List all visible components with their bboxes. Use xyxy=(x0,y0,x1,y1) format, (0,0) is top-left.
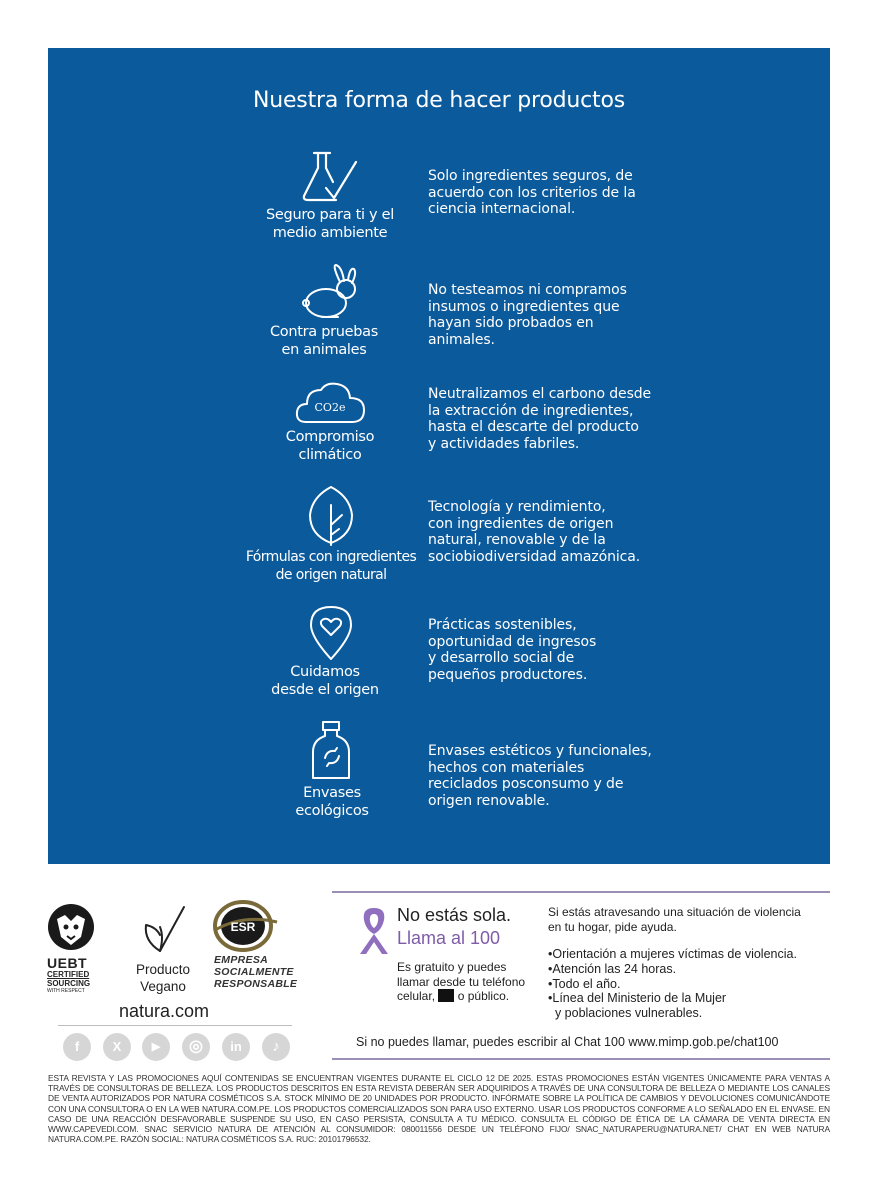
website-link[interactable]: natura.com xyxy=(119,1001,210,1021)
item-description: Envases estéticos y funcionales, hechos con materiales reciclados posconsumo y de origen renovable. xyxy=(428,743,652,809)
svg-text:ESR: ESR xyxy=(230,920,256,934)
uebt-emblem-icon xyxy=(47,903,95,951)
rabbit-icon xyxy=(302,263,360,321)
divider xyxy=(58,1025,292,1026)
uebt-sourcing: SOURCING xyxy=(47,979,91,988)
x-icon[interactable]: X xyxy=(103,1033,131,1061)
svg-text:CO2e: CO2e xyxy=(314,401,346,414)
notice-call: Llama al 100 xyxy=(397,928,501,948)
item-label: Compromiso climático xyxy=(285,429,375,463)
notice-bullets xyxy=(548,947,797,1021)
item-description: Solo ingredientes seguros, de acuerdo con los criterios de la ciencia internacional. xyxy=(428,168,636,217)
list-item: •Todo el año. xyxy=(548,976,621,991)
esr-text: EMPRESA SOCIALMENTE RESPONSABLE xyxy=(214,954,298,990)
item-label: Envases ecológicos xyxy=(295,785,369,819)
location-heart-icon xyxy=(309,605,353,661)
notice-top-border xyxy=(332,891,830,893)
facebook-icon[interactable]: f xyxy=(63,1033,91,1061)
item-description: Prácticas sostenibles, oportunidad de ingresos y desarrollo social de pequeños productores. xyxy=(428,617,597,683)
youtube-icon[interactable]: ▶ xyxy=(142,1033,170,1061)
notice-free-text: Es gratuito y puedes llamar desde tu teléfono celular, o público. xyxy=(397,960,526,1003)
tiktok-icon[interactable]: ♪ xyxy=(262,1033,290,1061)
uebt-text: UEBT xyxy=(47,955,88,971)
flask-check-icon xyxy=(300,150,360,204)
vegan-leaf-icon xyxy=(140,905,188,955)
item-label: Contra pruebas en animales xyxy=(269,324,379,358)
legal-text: ESTA REVISTA Y LAS PROMOCIONES AQUÍ CONTENIDAS SE ENCUENTRAN VIGENTES DURANTE EL CICLO 12 DE 2025. ESTAS PROMOCIONES ESTÁN VIGENTES ÚNICAMENTE PARA VENTAS A TRAVÉS DE CONSULTORAS DE BELLEZA. LOS PRODUCTOS DESCRITOS EN ESTA REVISTA DEBERÁN SER ADQUIRIDOS A TRAVÉS DE UNA CONSULTORA DE BELLEZA O MEDIANTE LOS CANALES DE VENTA AUTORIZADOS POR NATURA COSMÉTICOS S.A. STOCK MÍNIMO DE 20 UNIDADES POR PRODUCTO. INFÓRMATE SOBRE LA POLÍTICA DE CAMBIOS Y DEVOLUCIONES COMUNICÁNDOTE CON UNA CONSULTORA O EN LA WEB NATURA.COM.PE. LOS PRODUCTOS COMERCIALIZADOS SON PARA USO EXTERNO. USAR LOS PRODUCTOS CONFORME A LO SEÑALADO EN EL ENVASE. EN CASO DE UNA REACCIÓN DESFAVORABLE SUSPENDE SU USO, EN CASO PERSISTA, CONSULTA A TU MÉDICO. CONSULTA EL CÓDIGO DE ÉTICA DE LA CÁMARA DE VENTA DIRECTA EN WWW.CAPEVEDI.COM. SNAC SERVICIO NATURA DE ATENCIÓN AL CONSUMIDOR: 080011556 DESDE UN TELÉFONO FIJO/ SNAC_NATURAPERU@NATURA.NET/ CHAT EN WEB NATURA NATURA.COM.PE. RAZÓN SOCIAL: NATURA COSMÉTICOS S.A. RUC: 20101796532. xyxy=(48,1073,830,1145)
list-item: •Línea del Ministerio de la Mujer xyxy=(548,991,727,1006)
cloud-co2-icon xyxy=(294,380,368,426)
item-label: Seguro para ti y el medio ambiente xyxy=(266,207,394,241)
instagram-icon[interactable]: ◎ xyxy=(182,1033,210,1061)
item-description: Tecnología y rendimiento, con ingredientes de origen natural, renovable y de la sociobiodiversidad amazónica. xyxy=(428,499,641,565)
notice-headline: No estás sola. xyxy=(397,905,512,925)
linkedin-icon[interactable]: in xyxy=(222,1033,250,1061)
leaf-icon xyxy=(306,485,356,547)
notice-bottom-border xyxy=(332,1058,830,1060)
list-item: •Orientación a mujeres víctimas de violencia. xyxy=(548,947,797,961)
notice-intro: Si estás atravesando una situación de violencia en tu hogar, pide ayuda. xyxy=(548,905,801,934)
list-item: y poblaciones vulnerables. xyxy=(548,1006,703,1021)
item-description: No testeamos ni compramos insumos o ingredientes que hayan sido probados en animales. xyxy=(428,282,627,348)
uebt-respect: WITH RESPECT xyxy=(47,988,85,994)
redacted-block xyxy=(438,989,454,1002)
item-description: Neutralizamos el carbono desde la extracción de ingredientes, hasta el descarte del producto y actividades fabriles. xyxy=(428,386,652,452)
item-label: Fórmulas con ingredientes de origen natural xyxy=(245,549,417,583)
recycle-bottle-icon xyxy=(309,720,355,780)
esr-badge-icon xyxy=(213,900,279,952)
vegan-label: Producto Vegano xyxy=(135,962,191,994)
panel-title: Nuestra forma de hacer productos xyxy=(252,88,626,113)
notice-chat: Si no puedes llamar, puedes escribir al Chat 100 www.mimp.gob.pe/chat100 xyxy=(356,1035,779,1049)
list-item: •Atención las 24 horas. xyxy=(548,961,677,976)
awareness-ribbon-icon xyxy=(354,904,394,956)
item-label: Cuidamos desde el origen xyxy=(271,664,379,698)
uebt-certified: CERTIFIED xyxy=(47,970,90,979)
uebt-logo xyxy=(47,903,99,994)
